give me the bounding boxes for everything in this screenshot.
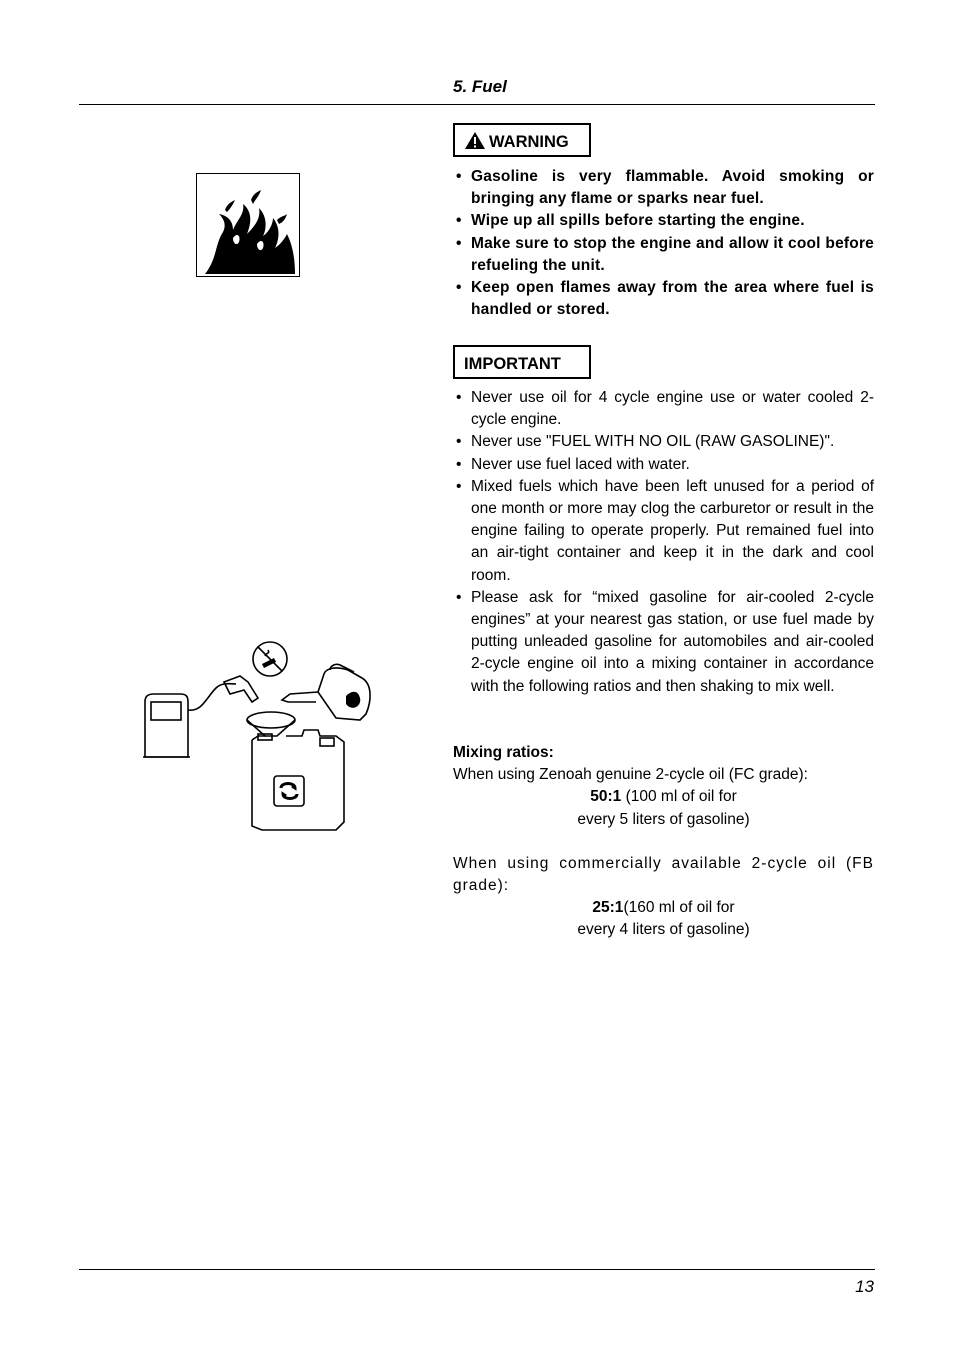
header-rule [79, 104, 875, 105]
warning-item: • Make sure to stop the engine and allow it cool before refueling the unit. [453, 233, 874, 277]
fb-intro: When using commercially available 2-cycle oil (FB grade): [453, 854, 874, 895]
fb-ratio: 25:1 [592, 899, 624, 917]
important-item: • Never use fuel laced with water. [453, 454, 874, 476]
warning-item: • Keep open flames away from the area where fuel is handled or stored. [453, 277, 874, 321]
warning-item: • Wipe up all spills before starting the engine. [453, 210, 874, 232]
important-item: • Please ask for “mixed gasoline for air-cooled 2-cycle engines” at your nearest gas station, or use fuel made by putting unleaded gasoline for automobiles and air-cooled 2-cycle engine oil into a mixing container in accordance with the following ratios and then shaking to mix well. [453, 587, 874, 698]
fb-ratio-detail: (160 ml of oil for [623, 899, 735, 917]
fuel-mixing-illustration [140, 632, 380, 837]
warning-label-text: WARNING [489, 133, 569, 151]
important-item: • Never use oil for 4 cycle engine use or water cooled 2-cycle engine. [453, 387, 874, 431]
warning-triangle-icon [464, 131, 486, 150]
fc-intro: When using Zenoah genuine 2-cycle oil (FC grade): [453, 766, 808, 784]
page-title: 5. Fuel [453, 77, 507, 96]
warning-list [453, 166, 874, 321]
fc-ratio-detail: (100 ml of oil for [621, 788, 737, 806]
fc-ratio-line [453, 786, 874, 808]
fc-ratio: 50:1 [590, 788, 622, 806]
important-item: • Never use "FUEL WITH NO OIL (RAW GASOLINE)". [453, 431, 874, 453]
mixing-heading: Mixing ratios: [453, 744, 554, 761]
warning-item: • Gasoline is very flammable. Avoid smoking or bringing any flame or sparks near fuel. [453, 166, 874, 210]
fb-ratio-line [453, 897, 874, 919]
important-label-text: IMPORTANT [464, 355, 561, 373]
page-number: 13 [855, 1277, 874, 1296]
fc-ratio-detail-2: every 5 liters of gasoline) [577, 810, 750, 828]
important-label [453, 345, 591, 379]
footer-rule [79, 1269, 875, 1270]
important-item: • Mixed fuels which have been left unused for a period of one month or more may clog the carburetor or result in the engine failing to operate properly. Put remained fuel into an air-tight container and keep it in the dark and cool room. [453, 476, 874, 587]
flame-warning-icon [196, 173, 300, 277]
warning-label [453, 123, 591, 157]
important-list [453, 387, 874, 698]
mixing-ratios-section [453, 742, 874, 942]
fb-ratio-detail-2: every 4 liters of gasoline) [577, 921, 750, 939]
